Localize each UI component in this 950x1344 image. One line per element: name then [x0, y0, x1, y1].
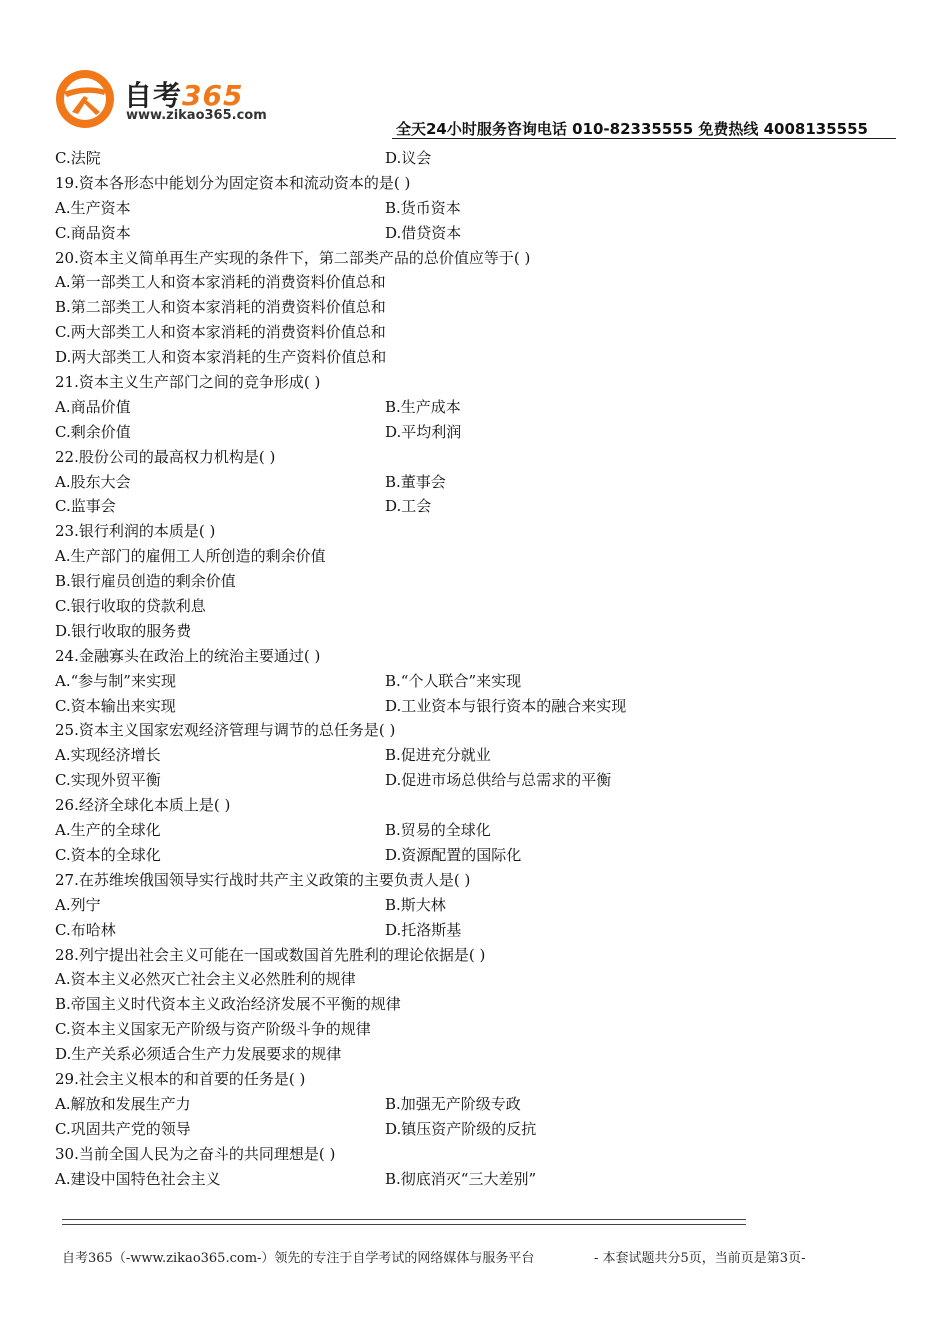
question-line	[55, 943, 915, 968]
option-row	[55, 196, 915, 221]
option-row	[55, 1017, 915, 1042]
option-row	[55, 992, 915, 1017]
option-text: D.生产关系必须适合生产力发展要求的规律	[55, 1045, 342, 1064]
option-text: C.资本输出来实现	[55, 696, 176, 715]
option-text: A.股东大会	[55, 472, 131, 491]
option-row	[55, 1117, 915, 1142]
option-row	[55, 694, 915, 719]
option-text: C.商品资本	[55, 223, 131, 242]
exam-questions	[55, 146, 915, 1191]
option-row	[55, 1042, 915, 1067]
option-text: B.董事会	[385, 472, 446, 491]
option-text: D.工业资本与银行资本的融合来实现	[385, 696, 627, 715]
logo-url: www.zikao365.com	[126, 108, 267, 123]
option-text: C.资本主义国家无产阶级与资产阶级斗争的规律	[55, 1020, 371, 1039]
question-line	[55, 868, 915, 893]
option-text: D.工会	[385, 497, 432, 516]
option-row	[55, 743, 915, 768]
footer-page-info: - 本套试题共分5页，当前页是第3页-	[594, 1251, 806, 1266]
option-text: A.资本主义必然灭亡社会主义必然胜利的规律	[55, 970, 356, 989]
option-text: C.巩固共产党的领导	[55, 1119, 191, 1138]
option-text: B.彻底消灭“三大差别”	[385, 1169, 537, 1188]
option-text: C.布哈林	[55, 920, 116, 939]
question-text: 19.资本各形态中能划分为固定资本和流动资本的是( )	[55, 173, 411, 192]
question-text: 23.银行利润的本质是( )	[55, 522, 216, 541]
option-text: B.“个人联合”来实现	[385, 671, 522, 690]
option-text: B.加强无产阶级专政	[385, 1094, 521, 1113]
option-text: A.“参与制”来实现	[55, 671, 176, 690]
question-line	[55, 1067, 915, 1092]
option-row	[55, 221, 915, 246]
question-line	[55, 519, 915, 544]
option-row	[55, 768, 915, 793]
option-text: B.促进充分就业	[385, 746, 491, 765]
option-text: A.生产部门的雇佣工人所创造的剩余价值	[55, 547, 326, 566]
question-line	[55, 171, 915, 196]
option-text: B.第二部类工人和资本家消耗的消费资料价值总和	[55, 298, 386, 317]
service-hotline: 全天24小时服务咨询电话 010-82335555 免费热线 4008135555	[396, 120, 868, 138]
question-text: 24.金融寡头在政治上的统治主要通过( )	[55, 646, 321, 665]
option-text: D.资源配置的国际化	[385, 845, 522, 864]
option-row	[55, 544, 915, 569]
option-text: B.帝国主义时代资本主义政治经济发展不平衡的规律	[55, 995, 401, 1014]
option-row	[55, 594, 915, 619]
option-text: A.生产的全球化	[55, 821, 161, 840]
question-line	[55, 370, 915, 395]
option-text: C.监事会	[55, 497, 116, 516]
option-text: B.银行雇员创造的剩余价值	[55, 572, 236, 591]
page-header	[0, 0, 950, 140]
option-text: A.列宁	[55, 895, 101, 914]
option-text: C.两大部类工人和资本家消耗的消费资料价值总和	[55, 323, 386, 342]
option-row	[55, 295, 915, 320]
option-row	[55, 1167, 915, 1192]
question-line	[55, 718, 915, 743]
option-text: C.资本的全球化	[55, 845, 161, 864]
option-text: C.法院	[55, 149, 101, 167]
option-text: C.银行收取的贷款利息	[55, 597, 206, 616]
option-text: A.第一部类工人和资本家消耗的消费资料价值总和	[55, 273, 386, 292]
option-row	[55, 395, 915, 420]
option-text: B.生产成本	[385, 397, 461, 416]
option-row	[55, 320, 915, 345]
option-text: D.平均利润	[385, 422, 462, 441]
question-text: 28.列宁提出社会主义可能在一国或数国首先胜利的理论依据是( )	[55, 945, 486, 964]
option-row	[55, 146, 915, 171]
option-row	[55, 470, 915, 495]
option-text: B.斯大林	[385, 895, 446, 914]
option-text: D.两大部类工人和资本家消耗的生产资料价值总和	[55, 348, 387, 367]
option-text: A.解放和发展生产力	[55, 1094, 191, 1113]
footer-divider	[62, 1219, 746, 1225]
logo-brand-text: 自考	[124, 79, 183, 112]
option-text: B.货币资本	[385, 198, 461, 217]
question-text: 22.股份公司的最高权力机构是( )	[55, 447, 276, 466]
option-text: D.托洛斯基	[385, 920, 462, 939]
option-text: D.银行收取的服务费	[55, 621, 192, 640]
question-text: 27.在苏维埃俄国领导实行战时共产主义政策的主要负责人是( )	[55, 870, 471, 889]
option-text: D.镇压资产阶级的反抗	[385, 1119, 537, 1138]
option-row	[55, 569, 915, 594]
option-row	[55, 1092, 915, 1117]
option-text: C.剩余价值	[55, 422, 131, 441]
option-text: B.贸易的全球化	[385, 821, 491, 840]
option-text: A.建设中国特色社会主义	[55, 1169, 221, 1188]
option-text: D.促进市场总供给与总需求的平衡	[385, 771, 612, 790]
footer-site-info: 自考365（-www.zikao365.com-）领先的专注于自学考试的网络媒体与服务平台	[62, 1251, 535, 1266]
option-row	[55, 619, 915, 644]
option-row	[55, 345, 915, 370]
logo-brand-number: 365	[182, 79, 244, 112]
question-text: 21.资本主义生产部门之间的竞争形成( )	[55, 373, 321, 392]
option-row	[55, 270, 915, 295]
option-row	[55, 918, 915, 943]
option-row	[55, 818, 915, 843]
zikao365-logo-icon	[54, 68, 116, 130]
header-divider	[392, 138, 896, 139]
option-row	[55, 669, 915, 694]
option-row	[55, 893, 915, 918]
question-line	[55, 1142, 915, 1167]
question-text: 20.资本主义简单再生产实现的条件下，第二部类产品的总价值应等于( )	[55, 248, 531, 267]
question-text: 25.资本主义国家宏观经济管理与调节的总任务是( )	[55, 721, 396, 740]
option-row	[55, 967, 915, 992]
question-text: 30.当前全国人民为之奋斗的共同理想是( )	[55, 1144, 336, 1163]
question-line	[55, 644, 915, 669]
option-text: D.借贷资本	[385, 223, 462, 242]
question-text: 29.社会主义根本的和首要的任务是( )	[55, 1069, 306, 1088]
zikao365-logo[interactable]	[54, 68, 274, 130]
question-line	[55, 445, 915, 470]
option-text: C.实现外贸平衡	[55, 771, 161, 790]
option-text: D.议会	[385, 149, 432, 167]
question-line	[55, 246, 915, 271]
option-row	[55, 420, 915, 445]
option-row	[55, 494, 915, 519]
option-row	[55, 843, 915, 868]
option-text: A.生产资本	[55, 198, 131, 217]
question-line	[55, 793, 915, 818]
option-text: A.商品价值	[55, 397, 131, 416]
question-text: 26.经济全球化本质上是( )	[55, 796, 231, 815]
option-text: A.实现经济增长	[55, 746, 161, 765]
